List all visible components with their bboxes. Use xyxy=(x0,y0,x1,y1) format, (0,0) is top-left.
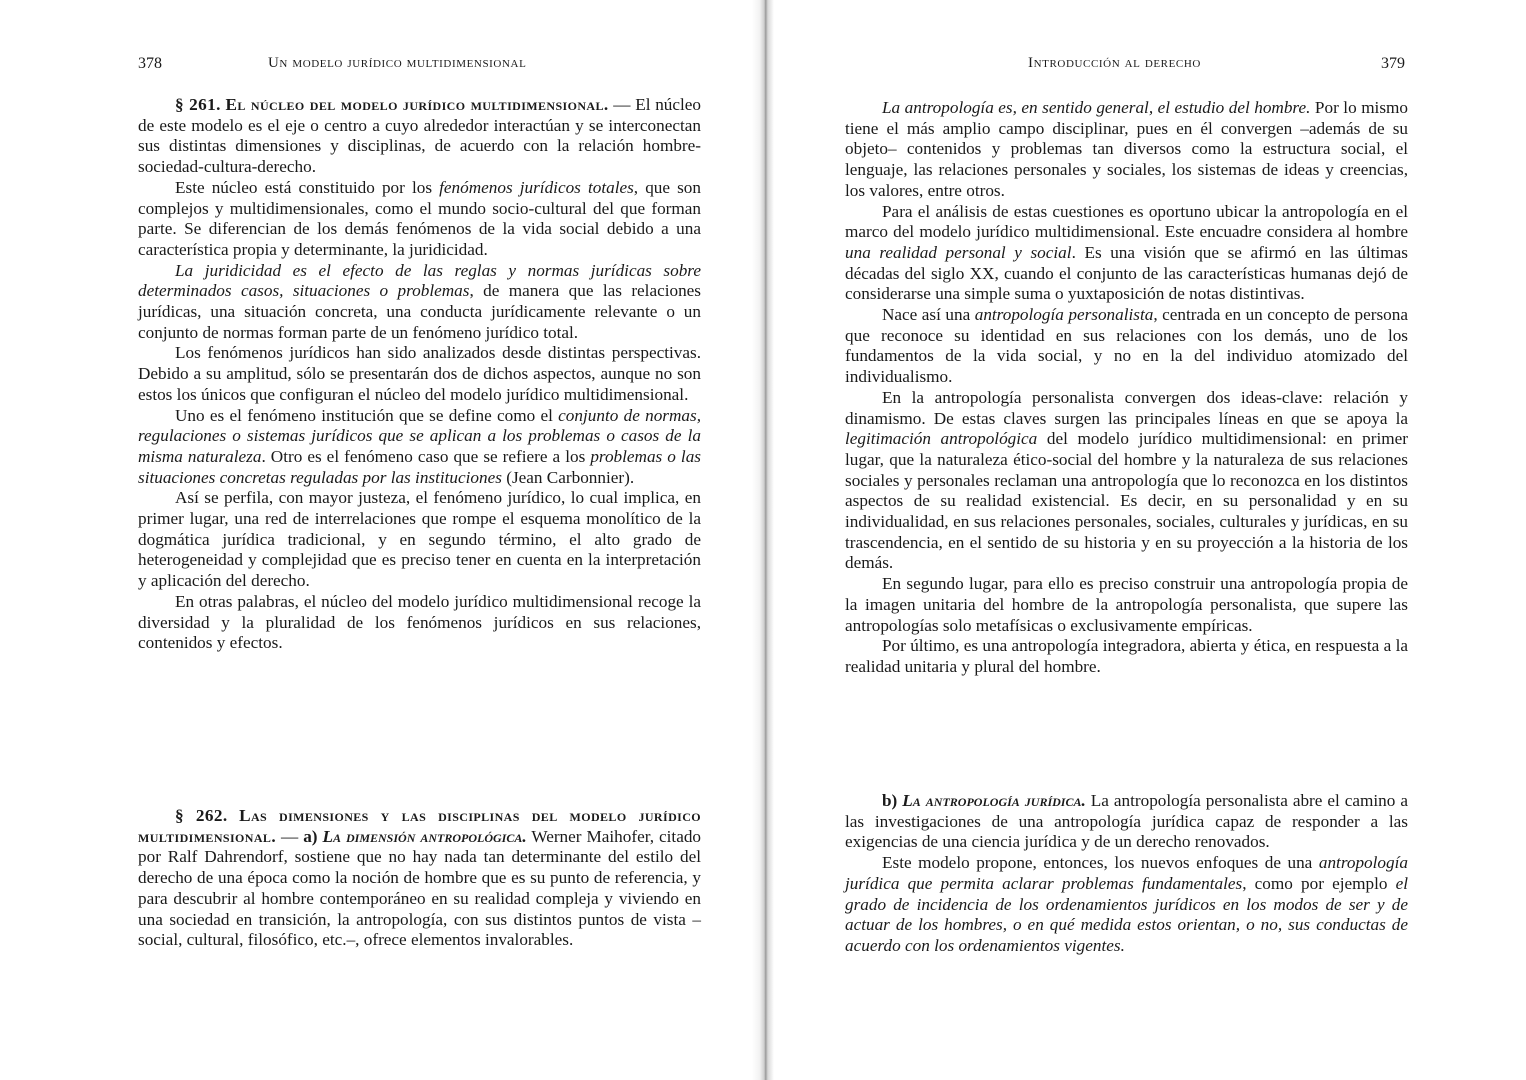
section-261-dash: — xyxy=(608,95,636,114)
section-262-sub-title: La dimensión antropológica. xyxy=(322,826,527,846)
text-run: , de manera que las relaciones jurídicas, una situación concreta, una conducta jurídicamente relevante o un conjunto de normas forman parte de un fenómeno jurídico total. xyxy=(138,281,701,342)
right-p3 xyxy=(845,305,1408,388)
italic-run: una realidad personal y social xyxy=(845,242,1072,262)
text-run: La antropología personalista abre el camino a las investigaciones de una antropología jurídica capaz de responder a las exigencias de una ciencia jurídica y de un derecho renovados. xyxy=(845,791,1408,852)
section-262-p1: Werner Maihofer, citado por Ralf Dahrendorf, sostiene que no hay nada tan determinante del estilo del derecho de una época como la noción de hombre que es su punto de referencia, y para descubrir al hombre contemporáneo en su realidad compleja y viviendo en una sociedad en transición, la antropología, con sus distintos puntos de vista –social, cultural, filosófico, etc.–, ofrece elementos invalorables. xyxy=(138,826,702,950)
right-p5: En segundo lugar, para ello es preciso construir una antropología propia de la imagen unitaria del hombre de la antropología personalista, que supere las antropologías solo metafísicas o exclusivamente empíricas. xyxy=(845,574,1408,635)
text-run: (Jean Carbonnier). xyxy=(501,467,635,487)
running-head-right: Introducción al derecho xyxy=(1028,55,1201,71)
text-run: Para el análisis de estas cuestiones es oportuno ubicar la antropología en el marco del modelo jurídico multidimensional. Este encuadre considera al hombre xyxy=(845,201,1408,242)
italic-run: fenómenos jurídicos totales xyxy=(439,177,634,197)
text-run: Este núcleo está constituido por los xyxy=(175,177,440,197)
right-p2 xyxy=(845,202,1408,306)
text-run: , que son complejos y multidimensionales, como el mundo socio-cultural del que forman parte. Se diferencian de los demás fenómenos de la vida social debido a una característica propia y determinante, la juridicidad. xyxy=(138,177,701,259)
italic-run: antropología jurídica que permita aclarar problemas fundamentales xyxy=(845,853,1408,893)
section-261-p4: Los fenómenos jurídicos han sido analizados desde distintas perspectivas. Debido a su amplitud, sólo se presentarán dos de dichos aspectos, aunque no son estos los únicos que configuran el núcleo del modelo jurídico multidimensional. xyxy=(138,343,701,404)
text-run: Uno es el fenómeno institución que se define como el xyxy=(175,405,559,425)
right-subsection-b xyxy=(845,791,1408,957)
right-page xyxy=(763,0,1526,1080)
section-262-dash: — xyxy=(276,826,304,846)
section-261-title: El núcleo del modelo jurídico multidimensional. xyxy=(225,95,609,114)
text-run: , centrada en un concepto de persona que reconoce su identidad en sus relaciones con los demás, uno de los fundamentos de la vida social, y no en la del individuo atomizado del individualismo. xyxy=(845,305,1408,387)
section-261-p5 xyxy=(138,406,701,489)
section-261 xyxy=(138,95,701,654)
running-head-left: Un modelo jurídico multidimensional xyxy=(268,55,527,71)
section-262-number: § 262. xyxy=(175,806,228,825)
italic-run: problemas o las situaciones concretas reguladas por las instituciones xyxy=(138,446,701,487)
text-run: del modelo jurídico multidimensional: en primer lugar, que la naturaleza ético-social del hombre y la naturaleza de sus relaciones sociales y personales reclaman una antropología que lo reconozca en los distintos aspectos de su realidad existencial. Es decir, en su personalidad y en su individualidad, en sus relaciones personales, sociales, culturales y jurídicas, en su trascendencia, en el sentido de su historia y en su proyección a la historia de los demás. xyxy=(845,429,1408,573)
italic-run: La antropología es, en sentido general, el estudio del hombre. xyxy=(882,98,1311,117)
italic-run: antropología personalista xyxy=(974,305,1154,325)
page-number-left: 378 xyxy=(138,55,162,72)
italic-run: conjunto de normas, regulaciones o sistemas jurídicos que se aplican a los problemas o casos de la misma naturaleza xyxy=(138,405,701,466)
section-261-p2 xyxy=(138,178,701,261)
right-p7 xyxy=(845,791,1408,853)
subsection-letter: b) xyxy=(882,791,898,810)
text-run: En la antropología personalista convergen dos ideas-clave: relación y dinamismo. De estas claves surgen las principales líneas en que se apoya la xyxy=(845,387,1408,428)
section-261-p1: El núcleo de este modelo es el eje o centro a cuyo alrededor interactúan y se interconectan sus distintas dimensiones y disciplinas, de acuerdo con la relación hombre-sociedad-cultura-derecho. xyxy=(138,95,702,177)
text-run: Nace así una xyxy=(882,305,975,325)
section-261-p3 xyxy=(138,261,701,344)
right-p1 xyxy=(845,98,1408,202)
text-run: , como por ejemplo xyxy=(1242,873,1396,893)
italic-run: legitimación antropológica xyxy=(845,429,1038,449)
subsection-title: La antropología jurídica. xyxy=(902,791,1086,810)
text-run: . Es una visión que se afirmó en las últimas décadas del siglo XX, cuando el conjunto de las características humanas dejó de considerarse una simple suma o yuxtaposición de notas distintivas. xyxy=(845,242,1408,304)
italic-run: el grado de incidencia de los ordenamientos jurídicos en los modos de ser y de actuar de los hombres, o en qué medida estos orientan, o no, sus conductas de acuerdo con los ordenamientos vigentes. xyxy=(845,873,1408,955)
section-261-number: § 261. xyxy=(175,95,221,114)
section-261-p7: En otras palabras, el núcleo del modelo jurídico multidimensional recoge la diversidad y la pluralidad de los fenómenos jurídicos en sus relaciones, contenidos y efectos. xyxy=(138,591,701,653)
right-p8 xyxy=(845,853,1408,957)
section-262 xyxy=(138,806,701,951)
text-run: Este modelo propone, entonces, los nuevos enfoques de una xyxy=(882,853,1319,873)
page-number-right: 379 xyxy=(1381,55,1405,72)
section-262-title: Las dimensiones y las disciplinas del modelo jurídico multidimensional. xyxy=(138,806,702,846)
italic-run: La juridicidad es el efecto de las reglas y normas jurídicas sobre determinados casos, situaciones o problemas xyxy=(138,260,701,301)
section-261-p6: Así se perfila, con mayor justeza, el fenómeno jurídico, lo cual implica, en primer lugar, una red de interrelaciones que rompe el esquema monolítico de la dogmática jurídica tradicional, y en segundo término, el alto grado de heterogeneidad y complejidad que es preciso tener en cuenta en la interpretación y aplicación del derecho. xyxy=(138,488,701,591)
section-262-sub-letter: a) xyxy=(303,826,318,846)
right-body xyxy=(845,98,1408,678)
text-run: Por lo mismo tiene el más amplio campo disciplinar, pues en él convergen –además de su objeto– contenidos y problemas tan diversos como la estructura social, el lenguaje, las relaciones personales y sociales, los sistemas de ideas y creencias, los valores, entre otros. xyxy=(845,98,1408,200)
right-p6: Por último, es una antropología integradora, abierta y ética, en respuesta a la realidad unitaria y plural del hombre. xyxy=(845,636,1408,676)
text-run: . Otro es el fenómeno caso que se refiere a los xyxy=(261,446,591,466)
right-p4 xyxy=(845,388,1408,574)
